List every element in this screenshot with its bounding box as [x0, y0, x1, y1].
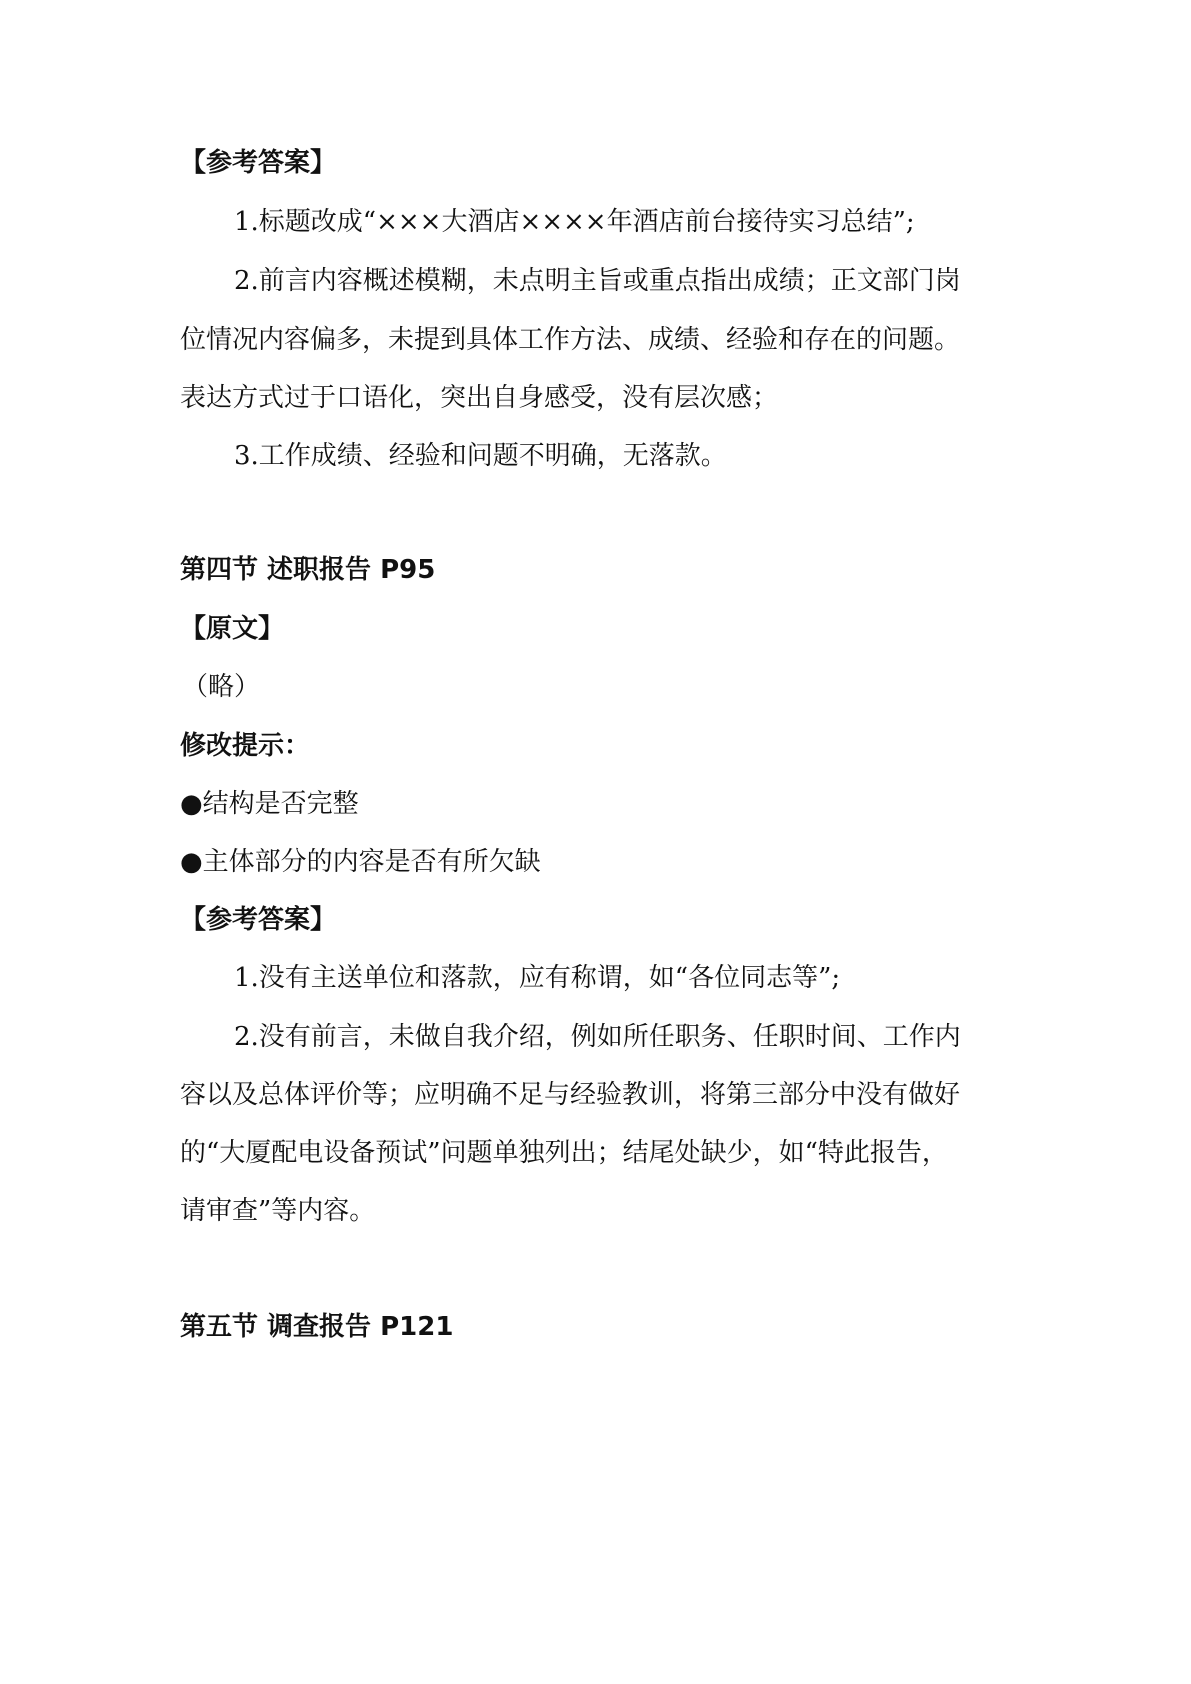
original-text: （略） — [182, 672, 261, 702]
section-4-item-2-line-4: 请审查”等内容。 — [180, 1196, 376, 1226]
section-4-item-2-line-3: 的“大厦配电设备预试”问题单独列出；结尾处缺少，如“特此报告， — [180, 1138, 948, 1168]
section-4-item-2-line-1: 2.没有前言，未做自我介绍，例如所任职务、任职时间、工作内 — [234, 1022, 961, 1052]
original-heading: 【原文】 — [180, 614, 285, 644]
hint-item-2: ●主体部分的内容是否有所欠缺 — [180, 847, 541, 877]
hint-heading: 修改提示： — [180, 731, 311, 761]
section-5-title: 第五节 调查报告 P121 — [180, 1312, 454, 1342]
section-4-item-1: 1.没有主送单位和落款，应有称谓，如“各位同志等”; — [234, 963, 841, 993]
section-4-title: 第四节 述职报告 P95 — [180, 555, 436, 585]
answer-item-2-line-3: 表达方式过于口语化，突出自身感受，没有层次感； — [180, 383, 779, 413]
answer-item-2-line-1: 2.前言内容概述模糊，未点明主旨或重点指出成绩；正文部门岗 — [234, 266, 961, 296]
answer-heading-1: 【参考答案】 — [180, 148, 337, 178]
answer-item-2-line-2: 位情况内容偏多，未提到具体工作方法、成绩、经验和存在的问题。 — [180, 325, 961, 355]
hint-item-1: ●结构是否完整 — [180, 789, 359, 819]
answer-heading-2: 【参考答案】 — [180, 905, 337, 935]
answer-item-1: 1.标题改成“×××大酒店××××年酒店前台接待实习总结”; — [234, 207, 915, 237]
answer-item-3: 3.工作成绩、经验和问题不明确，无落款。 — [234, 441, 727, 471]
section-4-item-2-line-2: 容以及总体评价等；应明确不足与经验教训，将第三部分中没有做好 — [180, 1080, 961, 1110]
